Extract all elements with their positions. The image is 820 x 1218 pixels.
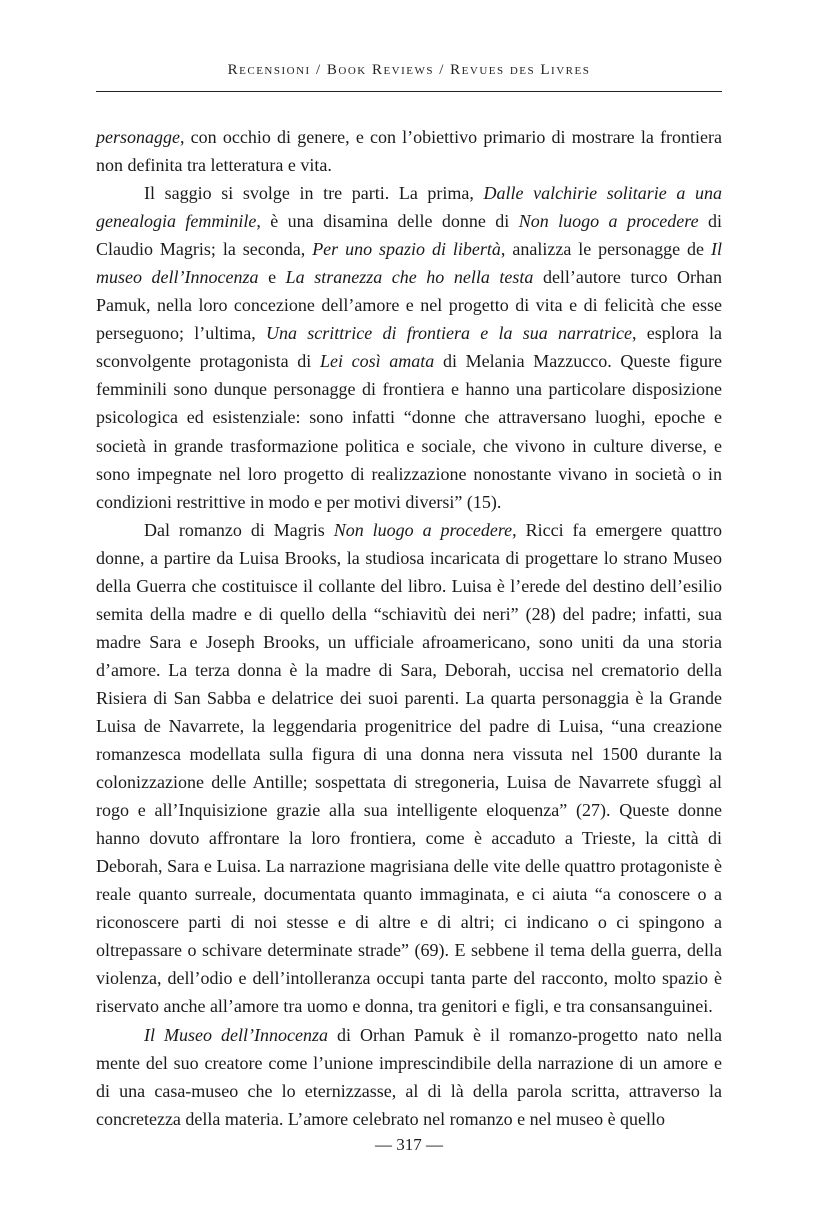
- italic-title: Il Museo dell’Innocenza: [144, 1024, 328, 1045]
- italic-title: Lei così amata: [319, 351, 435, 372]
- text-run: di Claudio Magris; la seconda,: [96, 211, 722, 260]
- text-run: , è una disamina delle donne di: [256, 211, 519, 232]
- running-head: Recensioni / Book Reviews / Revues des Livres: [227, 62, 591, 78]
- italic-title: Non luogo a procedere: [518, 211, 699, 232]
- text-run: di Orhan Pamuk è il romanzo-progetto nato nella mente del suo creatore come l’unione imprescindibile della narrazione di un amore e di una casa-museo che lo eternizzasse, al di là della parola scritta, attraverso la concretezza della materia. L’amore celebrato nel romanzo e nel museo è quello: [96, 1024, 722, 1129]
- text-run: Dal romanzo di Magris: [144, 519, 334, 540]
- italic-title: personagge: [96, 127, 180, 147]
- italic-title: Per uno spazio di libertà: [312, 239, 501, 260]
- text-run: , con occhio di genere, e con l’obiettivo primario di mostrare la frontiera non definita tra letteratura e vita.: [96, 127, 722, 176]
- italic-title: Il museo dell’Innocenza: [96, 239, 722, 288]
- text-run: , analizza le personagge de: [500, 239, 711, 260]
- italic-title: La stranezza che ho nella testa: [285, 267, 534, 288]
- text-run: , Ricci fa emergere quattro donne, a partire da Luisa Brooks, la studiosa incaricata di progettare lo strano Museo della Guerra che costituisce il collante del libro. Luisa è l’erede del destino dell’esilio semita della madre e di quello della “schiavitù dei neri” (28) del padre; infatti, sua madre Sara e Joseph Brooks, un ufficiale afroamericano, sono uniti da una storia d’amore. La terza donna è la madre di Sara, Deborah, uccisa nel crematorio della Risiera di San Sabba e delatrice dei suoi parenti. La quarta personaggia è la Grande Luisa de Navarrete, la leggendaria progenitrice del padre di Luisa, “una creazione romanzesca modellata sulla figura di una donna nera vissuta nel 1500 durante la colonizzazione delle Antille; sospettata di stregoneria, Luisa de Navarrete sfuggì al rogo e all’Inquisizione grazie alla sua intelligente eloquenza” (27). Queste donne hanno dovuto affrontare la loro frontiera, come è accaduto a Trieste, la città di Deborah, Sara e Luisa. La narrazione magrisiana delle vite delle quattro protagoniste è reale quanto surreale, documentata quanto immaginata, e ci aiuta “a conoscere o a riconoscere parti di noi stesse e di altre e di altri; ci indicano o ci spingono a oltrepassare o schivare determinate strade” (69). E sebbene il tema della guerra, della violenza, dell’odio e dell’intolleranza occupi tanta parte del racconto, molto spazio è riservato anche all’amore tra uomo e donna, tra genitori e figli, e tra consansanguinei.: [96, 519, 722, 1017]
- text-run: , esplora la sconvolgente protagonista di: [96, 323, 722, 372]
- page-number: — 317 —: [375, 1135, 443, 1154]
- paragraph: [96, 1021, 722, 1133]
- paragraph: [96, 123, 722, 179]
- italic-title: Dalle valchirie solitarie a una genealogia femminile: [96, 183, 723, 232]
- text-run: Il saggio si svolge in tre parti. La prima,: [144, 183, 484, 204]
- text-run: e: [258, 267, 286, 288]
- italic-title: Non luogo a procedere: [333, 519, 513, 540]
- paragraph: [96, 179, 722, 516]
- italic-title: Una scrittrice di frontiera e la sua narratrice: [265, 323, 633, 344]
- text-run: di Melania Mazzucco. Queste figure femminili sono dunque personagge di frontiera e hanno una particolare disposizione psicologica ed esistenziale: sono infatti “donne che attraversano luoghi, epoche e società in grande trasformazione politica e sociale, che vivono in culture diverse, e sono impegnate nel loro progetto di realizzazione nonostante vivano in società o in condizioni restrittive in modo e per motivi diversi” (15).: [96, 351, 722, 512]
- text-run: dell’autore turco Orhan Pamuk, nella loro concezione dell’amore e nel progetto di vita e di felicità che esse perseguono; l’ultima,: [96, 267, 722, 344]
- review-body: [96, 123, 722, 1133]
- paragraph: [96, 516, 722, 1021]
- header-rule: [96, 91, 722, 92]
